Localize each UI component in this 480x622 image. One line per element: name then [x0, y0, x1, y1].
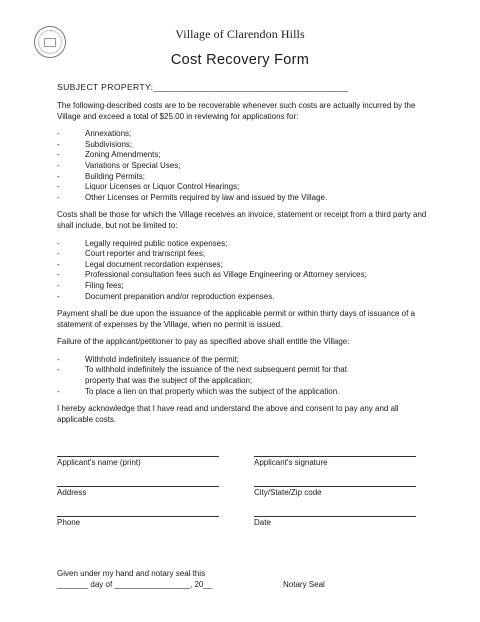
cost-types-list: [57, 239, 429, 303]
list-item: - To withhold indefinitely the issuance of the next subsequent permit for that property that was the subject of the application;: [57, 365, 347, 386]
subject-property-field[interactable]: SUBJECT PROPERTY:______________________________________: [57, 82, 349, 92]
list-item: - Annexations;: [57, 129, 132, 139]
list-item: - Document preparation and/or reproduction expenses.: [57, 291, 275, 301]
list-item: - Zoning Amendments;: [57, 150, 161, 160]
city-state-zip-line[interactable]: [254, 486, 416, 487]
notary-seal-label: Notary Seal: [283, 580, 325, 589]
list-item: - Court reporter and transcript fees;: [57, 249, 206, 259]
payment-paragraph: Payment shall be due upon the issuance of the applicable permit or within thirty days of issuance of a statement of expenses by the Village, when no permit is issued.: [57, 309, 415, 329]
list-item: - Building Permits;: [57, 171, 146, 181]
costs-paragraph: Costs shall be those for which the Village receives an invoice, statement or receipt from a third party and shall include, but not be limited to:: [57, 210, 427, 230]
acknowledgement-paragraph: I hereby acknowledge that I have read and understand the above and consent to pay any and all applicable costs.: [57, 404, 399, 424]
remedies-list: [57, 355, 429, 397]
intro-paragraph: The following-described costs are to be recoverable whenever such costs are actually incurred by the Village and exceed a total of $25.00 in reviewing for applications for:: [57, 101, 416, 121]
applicant-name-line[interactable]: [57, 456, 219, 457]
failure-paragraph: Failure of the applicant/petitioner to pay as specified above shall entitle the Village:: [57, 337, 350, 347]
notary-statement: Given under my hand and notary seal this: [57, 569, 206, 578]
list-item: - To place a lien on that property which was the subject of the application.: [57, 386, 340, 396]
list-item: - Subdivisions;: [57, 139, 133, 149]
address-label: Address: [57, 488, 87, 497]
list-item: - Liquor Licenses or Liquor Control Hearings;: [57, 182, 240, 192]
list-item: - Variations or Special Uses;: [57, 160, 181, 170]
list-item: - Other Licenses or Permits required by law and issued by the Village.: [57, 192, 328, 202]
applicant-signature-label: Applicant's signature: [254, 458, 328, 467]
list-item: - Withhold indefinitely issuance of the permit;: [57, 354, 239, 364]
city-state-zip-label: City/State/Zip code: [254, 488, 322, 497]
applicant-signature-line[interactable]: [254, 456, 416, 457]
application-types-list: [57, 129, 429, 203]
phone-label: Phone: [57, 518, 81, 527]
village-name: Village of Clarendon Hills: [175, 27, 305, 41]
list-item: - Filing fees;: [57, 280, 124, 290]
phone-line[interactable]: [57, 516, 219, 517]
form-title: Cost Recovery Form: [170, 52, 310, 68]
list-item: - Legal document recordation expenses;: [57, 259, 223, 269]
form-body: [57, 101, 429, 432]
date-line[interactable]: [254, 516, 416, 517]
date-label: Date: [254, 518, 271, 527]
notary-date-field[interactable]: _______ day of _________________, 20__: [57, 580, 213, 589]
applicant-name-label: Applicant's name (print): [57, 458, 141, 467]
list-item: - Professional consultation fees such as Village Engineering or Attorney services;: [57, 270, 367, 280]
address-line[interactable]: [57, 486, 219, 487]
list-item: - Legally required public notice expenses;: [57, 238, 228, 248]
